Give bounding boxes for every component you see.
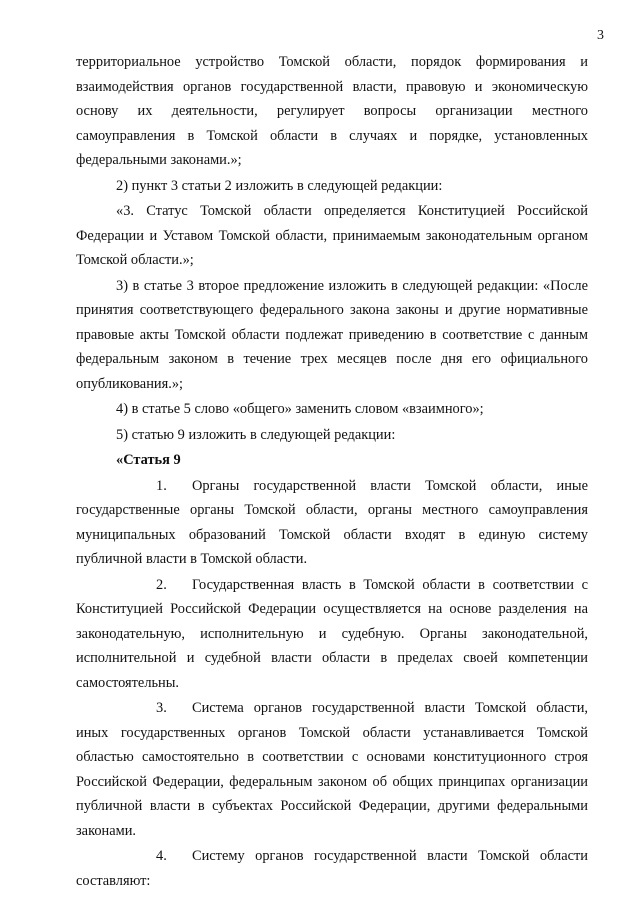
paragraph: 5) статью 9 изложить в следующей редакции: <box>116 426 396 443</box>
paragraph: 2) пункт 3 статьи 2 изложить в следующей редакции: <box>116 177 443 194</box>
item-number: 2. <box>156 576 167 593</box>
article-item <box>76 696 588 843</box>
article-item <box>76 844 588 893</box>
article-item <box>76 573 588 696</box>
article-heading: «Статья 9 <box>116 452 181 468</box>
document-body <box>76 50 588 893</box>
item-number: 4. <box>156 848 167 864</box>
item-text: Органы государственной власти Томской области, иные государственные органы Томской области, органы местного самоуправления муниципальных образований Томской области входят в единую систему публичной власти в Томской области. <box>76 477 588 567</box>
page-number: 3 <box>597 28 604 43</box>
paragraph: территориальное устройство Томской области, порядок формирования и взаимодействия органов государственной власти, правовую и экономическую основу их деятельности, регулирует вопросы организации местного самоуправления в Томской области в случаях и порядке, установленных федеральными законами.»; <box>76 54 588 168</box>
item-text: Систему органов государственной власти Томской области составляют: <box>76 848 588 889</box>
paragraph: «3. Статус Томской области определяется Конституцией Российской Федерации и Уставом Томской области, принимаемым законодательным органом Томской области.»; <box>76 203 588 268</box>
item-text: Система органов государственной власти Томской области, иных государственных органов Томской области устанавливается Томской областью самостоятельно в соответствии с основами конституционного строя Российской Федерации, федеральным законом об общих принципах организации публичной власти в субъектах Российской Федерации, другими федеральными законами. <box>76 700 588 839</box>
paragraph: 3) в статье 3 второе предложение изложить в следующей редакции: «После принятия соответствующего федерального закона законы и другие нормативные правовые акты Томской области подлежат приведению в соответствие с данным федеральным законом в течение трех месяцев после дня его официального опубликования.»; <box>76 277 588 392</box>
paragraph: 4) в статье 5 слово «общего» заменить словом «взаимного»; <box>116 401 484 417</box>
item-number: 3. <box>156 700 167 716</box>
item-text: Государственная власть в Томской области в соответствии с Конституцией Российской Федерации осуществляется на основе разделения на законодательную, исполнительную и судебную. Органы законодательной, исполнительной и судебной власти области в пределах своей компетенции самостоятельны. <box>76 576 588 691</box>
article-item <box>76 474 588 572</box>
item-number: 1. <box>156 477 167 494</box>
